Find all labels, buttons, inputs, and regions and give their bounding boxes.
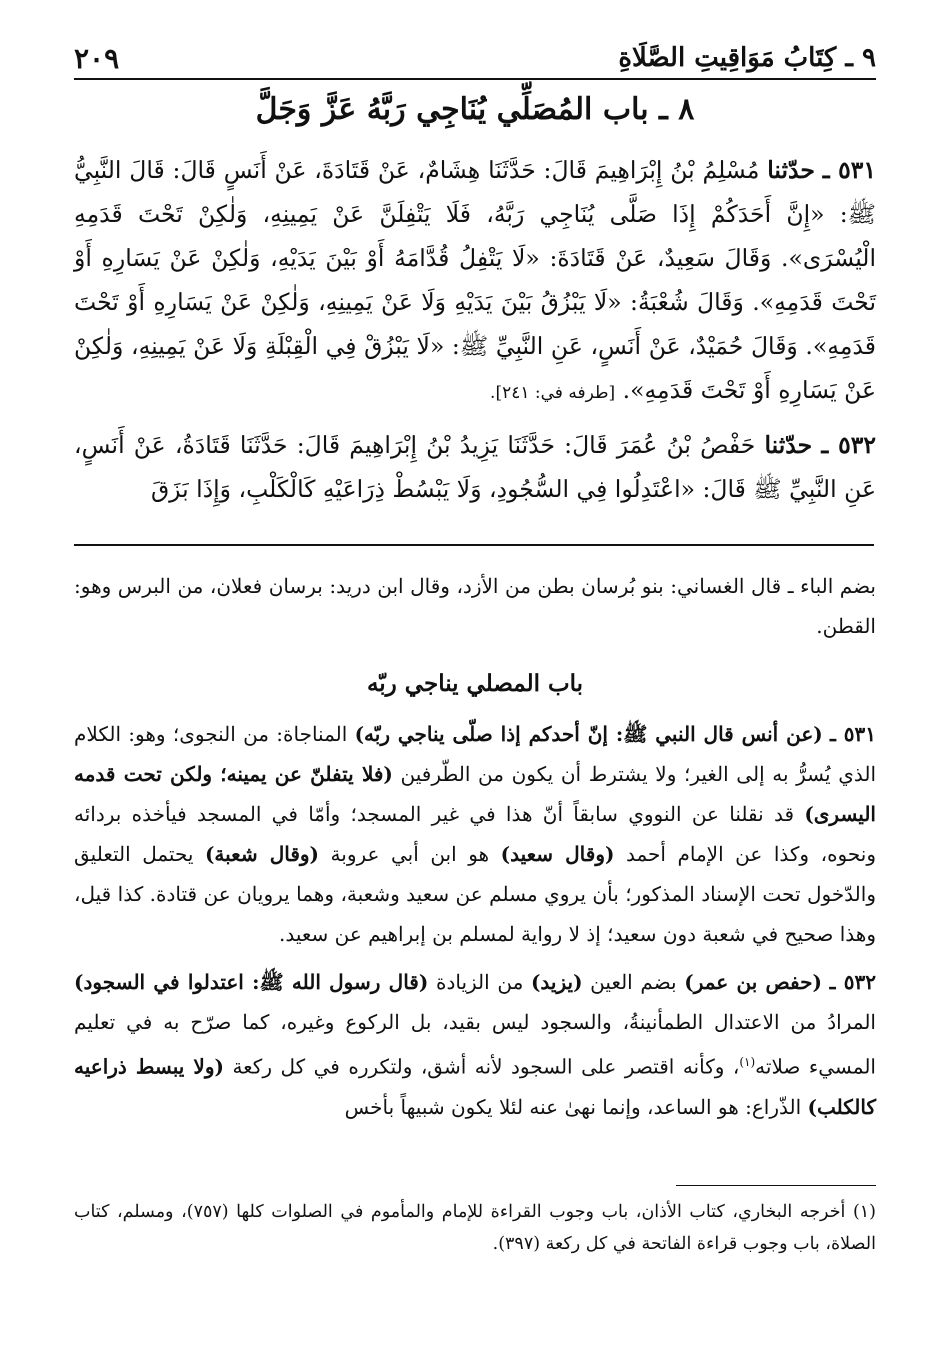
quoted-text: (ولا يبسط ذراعيه كالكلب)	[74, 1054, 876, 1119]
hadith-number: ٥٣٢ ـ	[821, 431, 876, 459]
cross-reference: [طرفه في: ٢٤١].	[490, 383, 616, 403]
quoted-text: (وقال سعيد)	[500, 842, 615, 866]
hadith-body: مُسْلِمُ بْنُ إِبْرَاهِيمَ قَالَ: حَدَّثَنَا هِشَامٌ، عَنْ قَتَادَةَ، عَنْ أَنَسٍ قَالَ: قَالَ النَّبِيُّ ﷺ: «إِنَّ أَحَدَكُمْ إِذَا صَلَّى يُنَاجِي رَبَّهُ، فَلَا يَتْفِلَنَّ عَنْ يَمِينِهِ، وَلٰكِنْ تَحْتَ قَدَمِهِ الْيُسْرَى». وَقَالَ سَعِيدٌ، عَنْ قَتَادَةَ: «لَا يَتْفِلُ قُدَّامَهُ أَوْ بَيْنَ يَدَيْهِ، وَلٰكِنْ عَنْ يَسَارِهِ أَوْ تَحْتَ قَدَمِهِ». وَقَالَ شُعْبَةُ: «لَا يَبْزُقُ بَيْنَ يَدَيْهِ وَلَا عَنْ يَمِينِهِ، وَلٰكِنْ عَنْ يَسَارِهِ أَوْ تَحْتَ قَدَمِهِ». وَقَالَ حُمَيْدٌ، عَنْ أَنَسٍ، عَنِ النَّبِيِّ ﷺ: «لَا يَبْزُقْ فِي الْقِبْلَةِ وَلَا عَنْ يَمِينِهِ، وَلٰكِنْ عَنْ يَسَارِهِ أَوْ تَحْتَ قَدَمِهِ».	[74, 156, 876, 404]
commentary-text: هو ابن أبي عروبة	[319, 842, 501, 866]
hadith-531	[74, 148, 876, 415]
page-header	[74, 38, 876, 80]
quoted-text: (قال رسول الله ﷺ: اعتدلوا في السجود)	[74, 970, 429, 994]
quoted-text: (حفص بن عمر)	[684, 970, 822, 994]
running-head: ٩ ـ كِتَابُ مَوَاقِيتِ الصَّلَاةِ	[618, 43, 876, 73]
commentary-number: ٥٣١ ـ	[830, 722, 877, 746]
commentary-number: ٥٣٢ ـ	[829, 970, 876, 994]
quoted-text: (يزيد)	[530, 970, 583, 994]
commentary	[74, 566, 876, 1135]
hadith-lead: حدّثنا	[767, 156, 815, 184]
quoted-text: (عن أنس قال النبي ﷺ: إنّ أحدكم إذا صلّى يناجي ربّه)	[354, 722, 823, 746]
commentary-532	[74, 962, 876, 1127]
footnote-marker: (١)	[739, 1055, 756, 1069]
commentary-section-title: باب المصلي يناجي ربّه	[366, 670, 584, 697]
hadith-number: ٥٣١ ـ	[822, 156, 876, 184]
hadith-text	[74, 148, 876, 519]
commentary-text: المرادُ من الاعتدال الطمأنينةُ، والسجود ليس بقيد، بل الركوع وغيره، كما صرّح به في تعليم المسيء صلاته	[74, 1010, 876, 1079]
commentary-text: الذّراع: هو الساعد، وإنما نهىٰ عنه لئلا يكون شبيهاً بأخس	[344, 1094, 808, 1119]
commentary-intro: بضم الباء ـ قال الغساني: بنو بُرسان بطن من الأزد، وقال ابن دريد: برسان فعلان، من البرس وهو: القطن.	[74, 574, 876, 638]
commentary-text: قد نقلنا عن النووي سابقاً أنّ هذا في غير المسجد؛ وأمّا في المسجد فيأخذه بردائه ونحوه، وكذا عن الإمام أحمد	[74, 802, 877, 866]
commentary-text: ، وكأنه اقتصر على السجود لأنه أشق، ولتكرره في كل ركعة	[223, 1054, 740, 1079]
chapter-title: ٨ ـ باب المُصَلِّي يُنَاجِي رَبَّهُ عَزَّ وَجَلَّ	[255, 92, 695, 127]
commentary-text: من الزيادة	[428, 970, 531, 994]
footnote-text: (١) أخرجه البخاري، كتاب الأذان، باب وجوب القراءة للإمام والمأموم في الصلوات كلها (٧٥٧)، ومسلم، كتاب الصلاة، باب وجوب قراءة الفاتحة في كل ركعة (٣٩٧).	[74, 1202, 876, 1254]
hadith-532	[74, 423, 876, 511]
hadith-body: حَفْصُ بْنُ عُمَرَ قَالَ: حَدَّثَنَا يَزِيدُ بْنُ إِبْرَاهِيمَ قَالَ: حَدَّثَنَا قَتَادَةُ، عَنْ أَنَسٍ، عَنِ النَّبِيِّ ﷺ قَالَ: «اعْتَدِلُوا فِي السُّجُودِ، وَلَا يَبْسُطْ ذِرَاعَيْهِ كَالْكَلْبِ، وَإِذَا بَزَقَ	[74, 431, 876, 503]
page-number: ٢٠٩	[74, 41, 120, 75]
quoted-text: (فلا يتفلنّ عن يمينه؛ ولكن تحت قدمه اليسرى)	[74, 762, 876, 826]
footnote-divider	[676, 1185, 876, 1186]
text-divider	[74, 544, 874, 546]
hadith-lead: حدّثنا	[764, 431, 813, 459]
quoted-text: (وقال شعبة)	[204, 842, 320, 866]
commentary-text: المناجاة: من النجوى؛ وهو: الكلام الذي يُسرُّ به إلى الغير؛ ولا يشترط أن يكون من الطّرفين	[74, 722, 876, 786]
commentary-text: بضم العين	[582, 970, 685, 994]
commentary-531	[74, 714, 876, 954]
footnote	[74, 1196, 876, 1260]
commentary-text: يحتمل التعليق والدّخول تحت الإسناد المذكور؛ بأن يروي مسلم عن سعيد وشعبة، وهما يرويان عن قتادة. كذا قيل، وهذا صحيح في شعبة دون سعيد؛ إذ لا رواية لمسلم بن إبراهيم عن سعيد.	[74, 842, 876, 946]
